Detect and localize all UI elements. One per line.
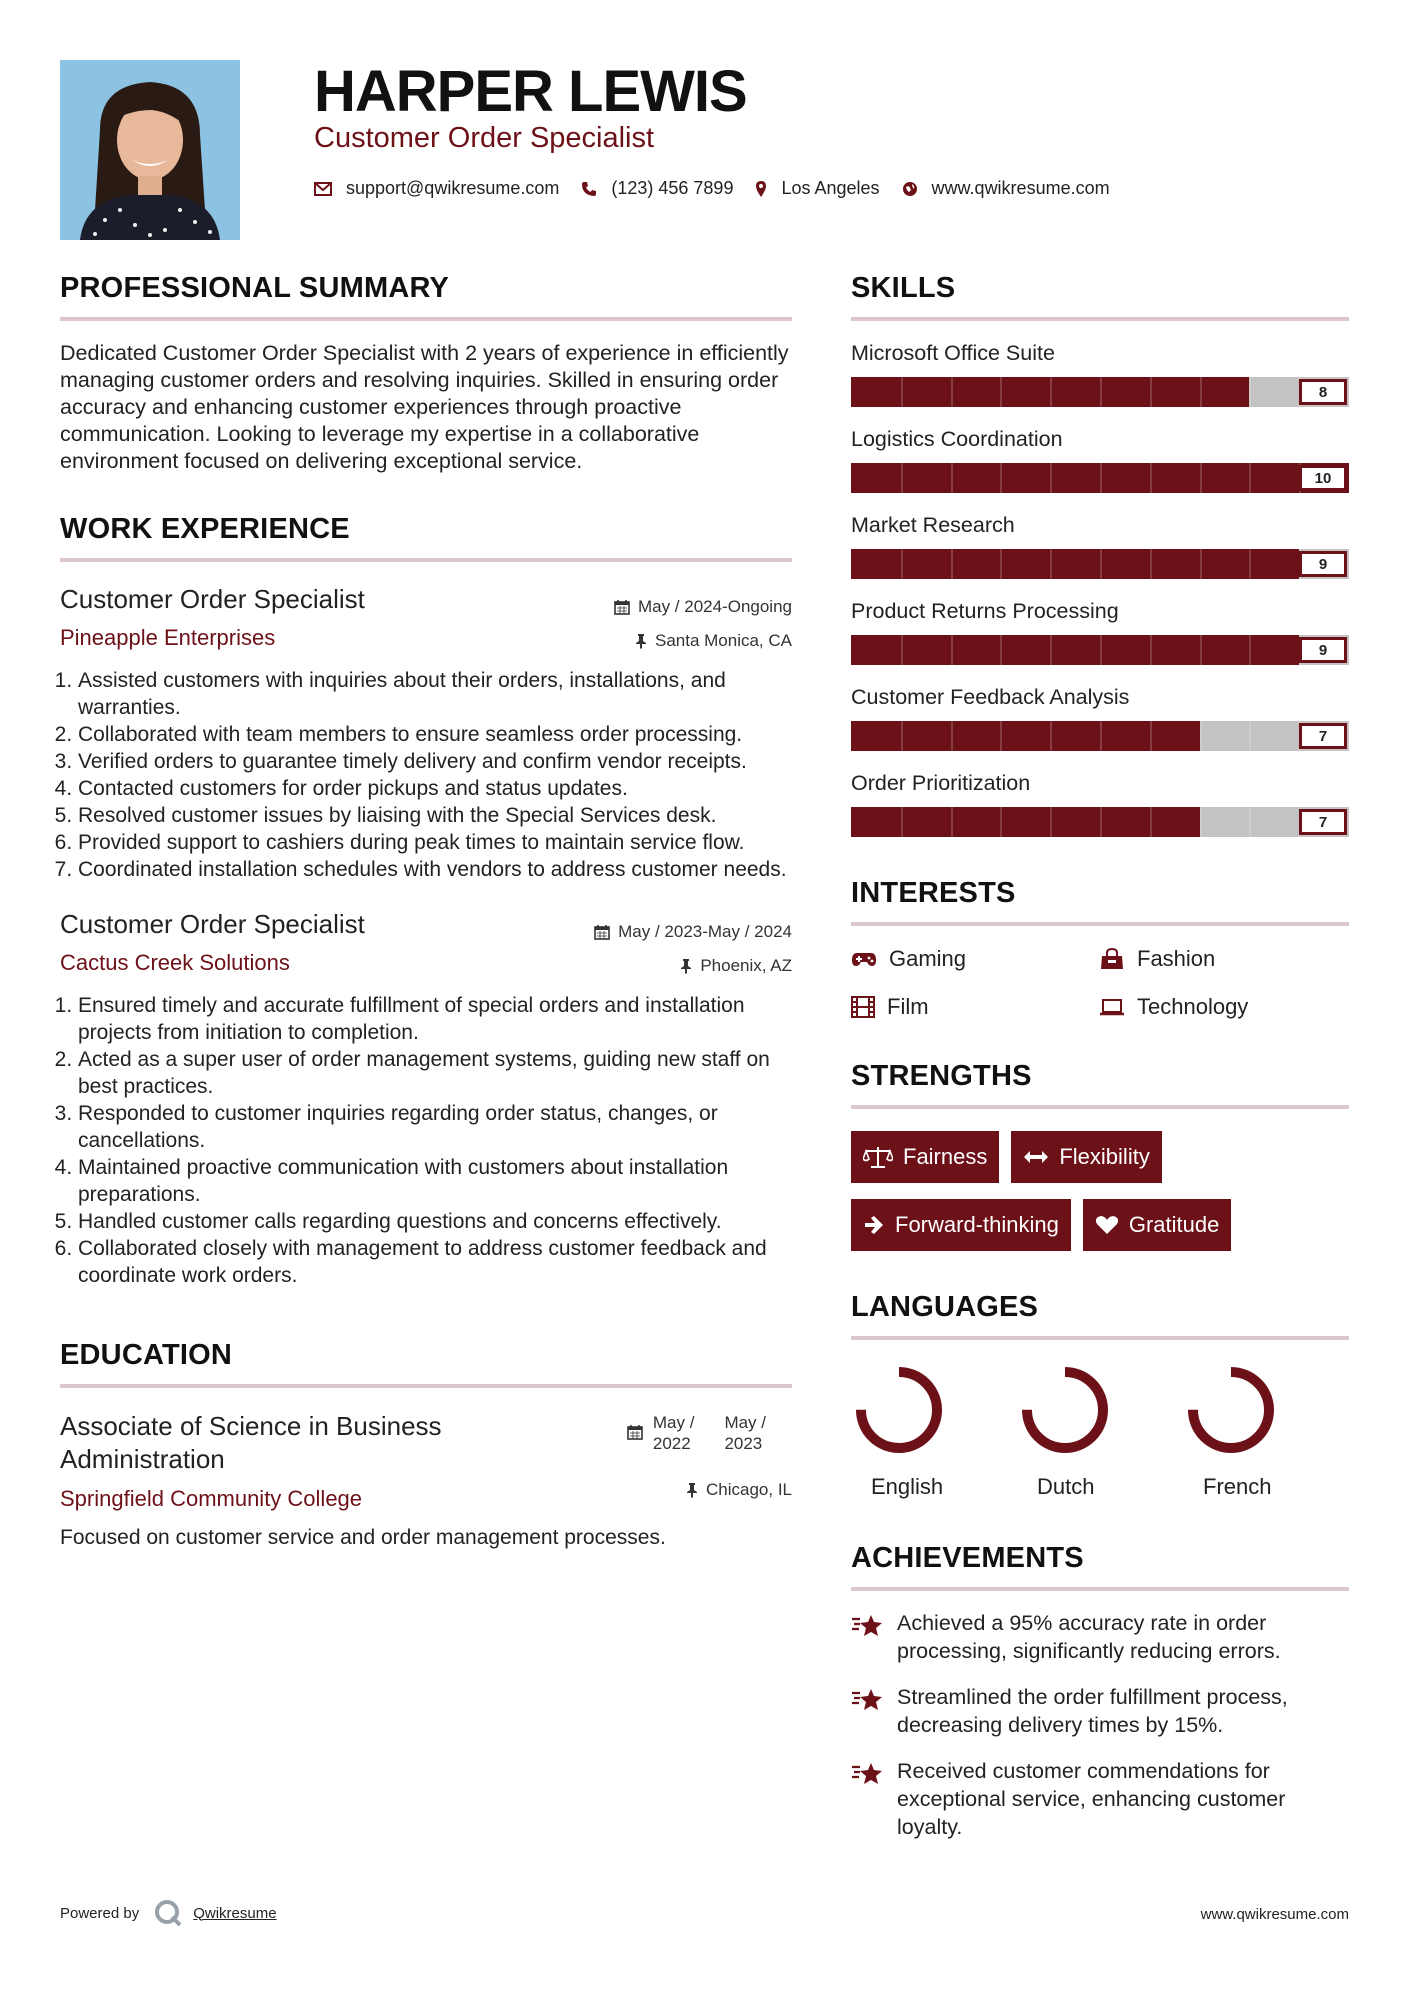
- skill-name: Order Prioritization: [851, 771, 1031, 795]
- skill-bar-tick: [901, 463, 903, 493]
- map-pin-icon: [755, 180, 767, 198]
- section-divider: [851, 1336, 1349, 1340]
- skill-bar-tick: [1150, 377, 1152, 407]
- skill-bar-tick: [1050, 549, 1052, 579]
- skill-bar: [851, 377, 1349, 407]
- contact-phone[interactable]: [581, 178, 733, 199]
- interest-label: Gaming: [889, 946, 967, 971]
- achievement-item: [851, 1683, 1349, 1739]
- job-bullet: 3. Verified orders to guarantee timely delivery and confirm vendor receipts.: [78, 748, 792, 775]
- skill-name: Customer Feedback Analysis: [851, 685, 1130, 709]
- job-bullet: 2. Collaborated with team members to ensure seamless order processing.: [78, 721, 792, 748]
- email-text: support@qwikresume.com: [346, 178, 560, 198]
- strength-label: Forward-thinking: [895, 1212, 1059, 1237]
- strength-gratitude: [1083, 1199, 1232, 1251]
- skill-name: Product Returns Processing: [851, 599, 1119, 623]
- language-name: Dutch: [1037, 1474, 1095, 1499]
- strengths-list: [851, 1131, 1349, 1267]
- skill-bar-tick: [1050, 635, 1052, 665]
- skill-bar-tick: [901, 721, 903, 751]
- job-dates: May / 2024-Ongoing: [637, 597, 792, 616]
- job-company: Cactus Creek Solutions: [60, 950, 290, 975]
- job-bullet: 4. Contacted customers for order pickups and status updates.: [78, 775, 792, 802]
- achievement-text: Streamlined the order fulfillment process, decreasing delivery times by 15%.: [897, 1685, 1288, 1737]
- interest-label: Fashion: [1137, 946, 1216, 971]
- strength-label: Fairness: [903, 1144, 988, 1169]
- skill-bar-tick: [1200, 463, 1202, 493]
- skill-bar: [851, 463, 1349, 493]
- skill-bar-tick: [1249, 635, 1251, 665]
- interest-label: Film: [887, 994, 929, 1019]
- skill-bar-tick: [901, 549, 903, 579]
- skill-score: 7: [1299, 809, 1347, 835]
- pushpin-icon: [635, 633, 647, 649]
- skill-bar-tick: [951, 377, 953, 407]
- job-bullet: 4. Maintained proactive communication with customers about installation preparations.: [78, 1154, 792, 1208]
- skill-bar-tick: [1200, 635, 1202, 665]
- gamepad-icon: [851, 951, 877, 967]
- language-item: [1017, 1362, 1183, 1500]
- skill-score: 9: [1299, 551, 1347, 577]
- edu-start-year: 2022: [652, 1434, 691, 1453]
- job-title: Customer Order Specialist: [60, 909, 365, 939]
- profile-photo: [60, 60, 240, 240]
- skill-bar-tick: [1000, 377, 1002, 407]
- job-bullet: 7. Coordinated installation schedules with vendors to address customer needs.: [78, 856, 792, 883]
- skill-bar-tick: [1200, 377, 1202, 407]
- skill-bar: [851, 549, 1349, 579]
- job-entry: [60, 909, 792, 1289]
- interest-fashion: [1099, 946, 1347, 972]
- skill-score: 7: [1299, 723, 1347, 749]
- interest-technology: [1099, 994, 1347, 1020]
- arrows-horizontal-icon: [1023, 1150, 1049, 1164]
- skill-bar-tick: [901, 635, 903, 665]
- achievements-list: [851, 1609, 1349, 1841]
- job-bullets: [60, 992, 792, 1289]
- powered-by-text: Powered by: [60, 1904, 140, 1922]
- skill-bar-tick: [1100, 549, 1102, 579]
- job-title: Customer Order Specialist: [60, 584, 365, 614]
- skill-score: 10: [1299, 465, 1347, 491]
- job-bullet: 1. Assisted customers with inquiries about their orders, installations, and warranties.: [78, 667, 792, 721]
- achievement-text: Achieved a 95% accuracy rate in order processing, significantly reducing errors.: [897, 1611, 1281, 1663]
- section-divider: [851, 317, 1349, 321]
- achievement-item: [851, 1609, 1349, 1665]
- star-badge-icon: [851, 1761, 885, 1787]
- skill-bar-tick: [1249, 807, 1251, 837]
- skill-bar-tick: [1000, 721, 1002, 751]
- language-ring: [851, 1362, 947, 1458]
- strength-flexibility: [1011, 1131, 1161, 1183]
- skill-bar-tick: [1249, 377, 1251, 407]
- interest-film: [851, 994, 1099, 1020]
- skill-bar-fill: [851, 807, 1200, 837]
- achievement-item: [851, 1757, 1349, 1841]
- calendar-icon: [627, 1424, 643, 1440]
- skill-bar: [851, 807, 1349, 837]
- arrow-right-icon: [863, 1215, 885, 1235]
- skill-bar-tick: [951, 463, 953, 493]
- job-bullet: 6. Collaborated closely with management to address customer feedback and coordinate work orders.: [78, 1235, 792, 1289]
- job-list: [60, 584, 792, 1289]
- strength-label: Flexibility: [1059, 1144, 1150, 1169]
- edu-start-month: May /: [652, 1413, 695, 1432]
- strength-forward-thinking: [851, 1199, 1071, 1251]
- skill-name: Logistics Coordination: [851, 427, 1063, 451]
- job-entry: [60, 584, 792, 883]
- envelope-icon: [314, 182, 332, 196]
- skill-bar-tick: [951, 721, 953, 751]
- education-heading: EDUCATION: [60, 1339, 233, 1371]
- achievements-heading: ACHIEVEMENTS: [851, 1542, 1084, 1574]
- left-column: [60, 272, 792, 1550]
- job-bullet: 6. Provided support to cashiers during peak times to maintain service flow.: [78, 829, 792, 856]
- skill-bar-tick: [1200, 721, 1202, 751]
- job-company: Pineapple Enterprises: [60, 625, 276, 650]
- strength-fairness: [851, 1131, 999, 1183]
- achievement-text: Received customer commendations for exceptional service, enhancing customer loyalty.: [897, 1759, 1286, 1839]
- language-name: French: [1203, 1474, 1272, 1499]
- skill-bar-fill: [851, 549, 1299, 579]
- skill-bar-tick: [951, 635, 953, 665]
- skill-item: [851, 341, 1349, 407]
- skill-bar-tick: [1150, 635, 1152, 665]
- skill-bar-tick: [1000, 549, 1002, 579]
- skill-score: 9: [1299, 637, 1347, 663]
- candidate-name: HARPER LEWIS: [314, 59, 747, 124]
- section-divider: [851, 922, 1349, 926]
- globe-icon: [902, 181, 918, 197]
- job-dates: May / 2023-May / 2024: [618, 922, 792, 941]
- skill-item: [851, 513, 1349, 579]
- skill-bar-tick: [1000, 635, 1002, 665]
- job-bullet: 2. Acted as a super user of order management systems, guiding new staff on best practices.: [78, 1046, 792, 1100]
- edu-end-month: May /: [724, 1413, 766, 1432]
- degree-title: Associate of Science in Business Administration: [60, 1411, 442, 1474]
- job-bullet: 5. Resolved customer issues by liaising with the Special Services desk.: [78, 802, 792, 829]
- star-badge-icon: [851, 1613, 885, 1639]
- calendar-icon: [614, 599, 630, 615]
- interest-label: Technology: [1137, 994, 1249, 1019]
- job-meta: [594, 915, 792, 983]
- qwikresume-logo-icon: [153, 1898, 183, 1928]
- candidate-title: Customer Order Specialist: [314, 122, 655, 154]
- skill-bar-fill: [851, 721, 1200, 751]
- skill-bar-tick: [1100, 635, 1102, 665]
- skill-bar-tick: [1050, 721, 1052, 751]
- language-level-arc: [861, 1372, 937, 1448]
- skill-bar-tick: [1100, 377, 1102, 407]
- skill-item: [851, 685, 1349, 751]
- skill-bar-tick: [1100, 807, 1102, 837]
- skill-bar-tick: [1100, 721, 1102, 751]
- skill-bar-tick: [1249, 549, 1251, 579]
- section-divider: [851, 1105, 1349, 1109]
- interests-heading: INTERESTS: [851, 877, 1016, 909]
- job-bullet: 3. Responded to customer inquiries regarding order status, changes, or cancellations.: [78, 1100, 792, 1154]
- website-text: www.qwikresume.com: [931, 178, 1110, 198]
- heart-icon: [1095, 1215, 1119, 1235]
- star-badge-icon: [851, 1687, 885, 1713]
- job-location: Santa Monica, CA: [654, 631, 792, 650]
- skill-bar-tick: [901, 807, 903, 837]
- edu-location: Chicago, IL: [706, 1480, 792, 1499]
- interest-gaming: [851, 946, 1099, 972]
- skill-item: [851, 771, 1349, 837]
- section-divider: [60, 317, 792, 321]
- language-level-arc: [1193, 1372, 1269, 1448]
- skill-bar-tick: [1200, 549, 1202, 579]
- job-location: Phoenix, AZ: [700, 956, 792, 975]
- film-icon: [851, 996, 875, 1018]
- job-bullet: 1. Ensured timely and accurate fulfillment of special orders and installation projects from initiation to completion.: [78, 992, 792, 1046]
- skill-name: Market Research: [851, 513, 1015, 537]
- skill-bar-tick: [1050, 463, 1052, 493]
- experience-heading: WORK EXPERIENCE: [60, 513, 350, 545]
- contact-bar: [314, 178, 1132, 199]
- calendar-icon: [594, 924, 610, 940]
- section-divider: [60, 1384, 792, 1388]
- footer-powered-by: [60, 1898, 277, 1928]
- strength-label: Gratitude: [1128, 1212, 1220, 1237]
- section-divider: [851, 1587, 1349, 1591]
- footer-website[interactable]: www.qwikresume.com: [1200, 1906, 1349, 1923]
- skill-bar-tick: [1100, 463, 1102, 493]
- skills-heading: SKILLS: [851, 272, 956, 304]
- language-level-arc: [1027, 1372, 1103, 1448]
- skill-bar-tick: [1249, 721, 1251, 751]
- shopping-bag-icon: [1099, 948, 1125, 970]
- contact-location: [755, 178, 879, 199]
- skill-bar-tick: [1150, 721, 1152, 751]
- skill-item: [851, 599, 1349, 665]
- job-bullet: 5. Handled customer calls regarding questions and concerns effectively.: [78, 1208, 792, 1235]
- edu-end-year: 2023: [724, 1434, 763, 1453]
- skill-bar-tick: [1150, 463, 1152, 493]
- phone-text: (123) 456 7899: [611, 178, 734, 198]
- contact-email[interactable]: [314, 178, 559, 199]
- balance-scale-icon: [863, 1146, 893, 1168]
- skill-name: Microsoft Office Suite: [851, 341, 1055, 365]
- pushpin-icon: [680, 958, 692, 974]
- education-description: Focused on customer service and order management processes.: [60, 1526, 666, 1549]
- skill-bar: [851, 635, 1349, 665]
- education-entry: [60, 1410, 792, 1550]
- languages-list: [851, 1362, 1349, 1500]
- brand-link[interactable]: Qwikresume: [193, 1904, 277, 1922]
- skill-bar-fill: [851, 635, 1299, 665]
- location-text: Los Angeles: [781, 178, 880, 198]
- skill-bar: [851, 721, 1349, 751]
- skill-bar-tick: [1050, 377, 1052, 407]
- portrait-image: [60, 60, 240, 240]
- skill-bar-tick: [1150, 549, 1152, 579]
- interests-grid: [851, 946, 1349, 1020]
- school-name: Springfield Community College: [60, 1486, 363, 1511]
- skill-score: 8: [1299, 379, 1347, 405]
- skill-bar-tick: [951, 549, 953, 579]
- skill-bar-tick: [1050, 807, 1052, 837]
- contact-website[interactable]: [902, 178, 1110, 199]
- pushpin-icon: [686, 1482, 698, 1498]
- skill-bar-tick: [1000, 463, 1002, 493]
- job-meta: [614, 590, 792, 658]
- right-column: [851, 272, 1349, 1841]
- language-item: [851, 1362, 1017, 1500]
- section-divider: [60, 558, 792, 562]
- language-name: English: [871, 1474, 944, 1499]
- skill-bar-tick: [901, 377, 903, 407]
- summary-text: Dedicated Customer Order Specialist with 2 years of experience in efficiently managing customer orders and resolving inquiries. Skilled in ensuring order accuracy and enhancing customer experiences through proactive communication. Looking to leverage my expertise in a collaborative environment focused on delivering exceptional service.: [60, 341, 789, 473]
- summary-heading: PROFESSIONAL SUMMARY: [60, 272, 450, 304]
- laptop-icon: [1099, 998, 1125, 1016]
- skill-item: [851, 427, 1349, 493]
- job-bullets: [60, 667, 792, 883]
- skill-bar-tick: [1000, 807, 1002, 837]
- languages-heading: LANGUAGES: [851, 1291, 1039, 1323]
- language-ring: [1017, 1362, 1113, 1458]
- language-item: [1183, 1362, 1349, 1500]
- skill-bar-tick: [1249, 463, 1251, 493]
- skill-bar-tick: [951, 807, 953, 837]
- phone-icon: [581, 181, 597, 197]
- language-ring: [1183, 1362, 1279, 1458]
- education-meta: [627, 1412, 792, 1500]
- skill-bar-tick: [1200, 807, 1202, 837]
- strengths-heading: STRENGTHS: [851, 1060, 1032, 1092]
- skills-list: [851, 341, 1349, 837]
- skill-bar-tick: [1150, 807, 1152, 837]
